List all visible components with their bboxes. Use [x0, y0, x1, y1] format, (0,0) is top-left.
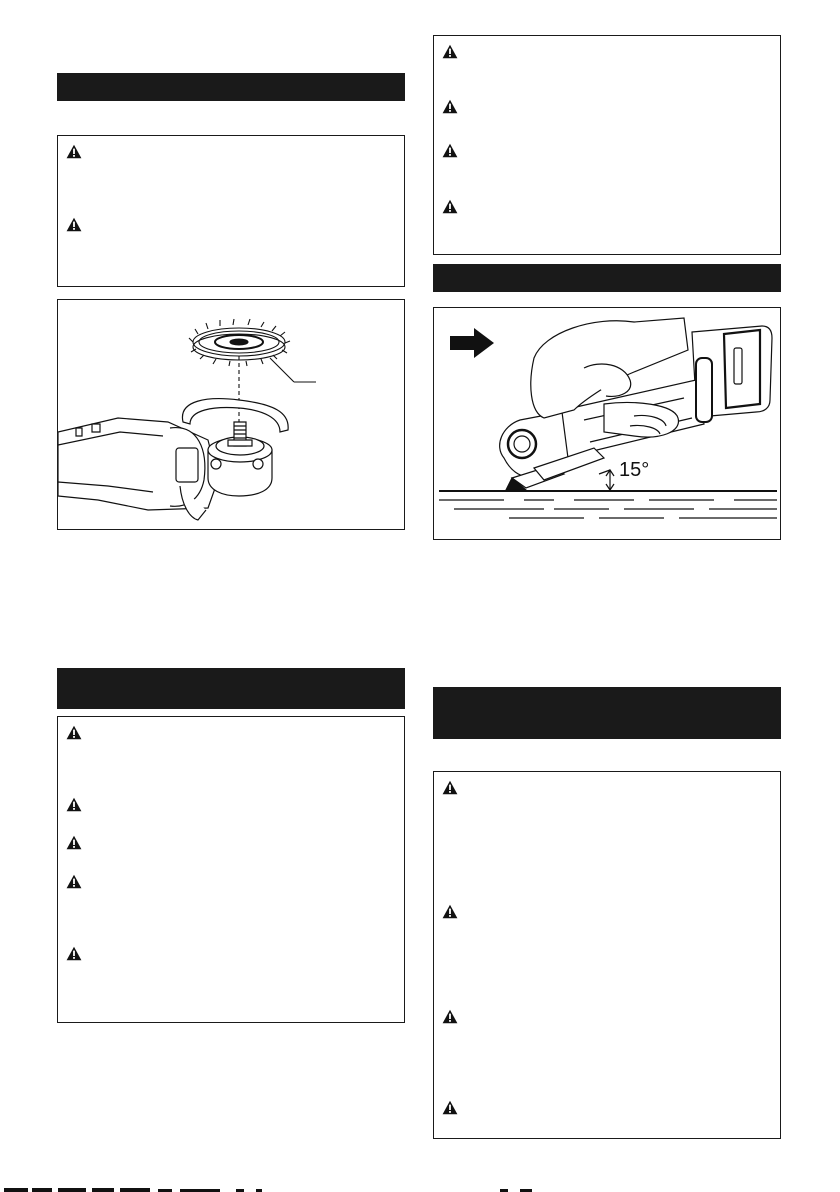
right-arrow-icon: [450, 328, 494, 358]
page-footer-strip: [0, 1186, 840, 1192]
warning-triangle-icon: [66, 217, 82, 232]
caution-box: [57, 135, 405, 287]
warning-triangle-icon: [66, 835, 82, 850]
section-heading-bar: [433, 264, 781, 292]
figure-grinding-angle: [433, 307, 781, 540]
caution-box: [57, 716, 405, 1023]
figure-wire-wheel-installation: [57, 299, 405, 530]
warning-triangle-icon: [442, 199, 458, 214]
warning-triangle-icon: [442, 904, 458, 919]
warning-triangle-icon: [442, 1100, 458, 1115]
angle-grinder: [58, 399, 288, 520]
warning-triangle-icon: [66, 874, 82, 889]
angle-indicator: [599, 470, 614, 490]
warning-triangle-icon: [66, 725, 82, 740]
angle-label: 15°: [619, 459, 650, 481]
work-surface: [439, 491, 777, 518]
caution-box: [433, 35, 781, 255]
warning-triangle-icon: [442, 44, 458, 59]
warning-triangle-icon: [442, 780, 458, 795]
section-heading-bar: [433, 687, 781, 739]
section-heading-bar: [57, 73, 405, 101]
warning-triangle-icon: [442, 1009, 458, 1024]
caution-box: [433, 771, 781, 1139]
warning-triangle-icon: [442, 99, 458, 114]
warning-triangle-icon: [66, 144, 82, 159]
warning-triangle-icon: [442, 143, 458, 158]
warning-triangle-icon: [66, 946, 82, 961]
warning-triangle-icon: [66, 797, 82, 812]
section-heading-bar: [57, 668, 405, 709]
